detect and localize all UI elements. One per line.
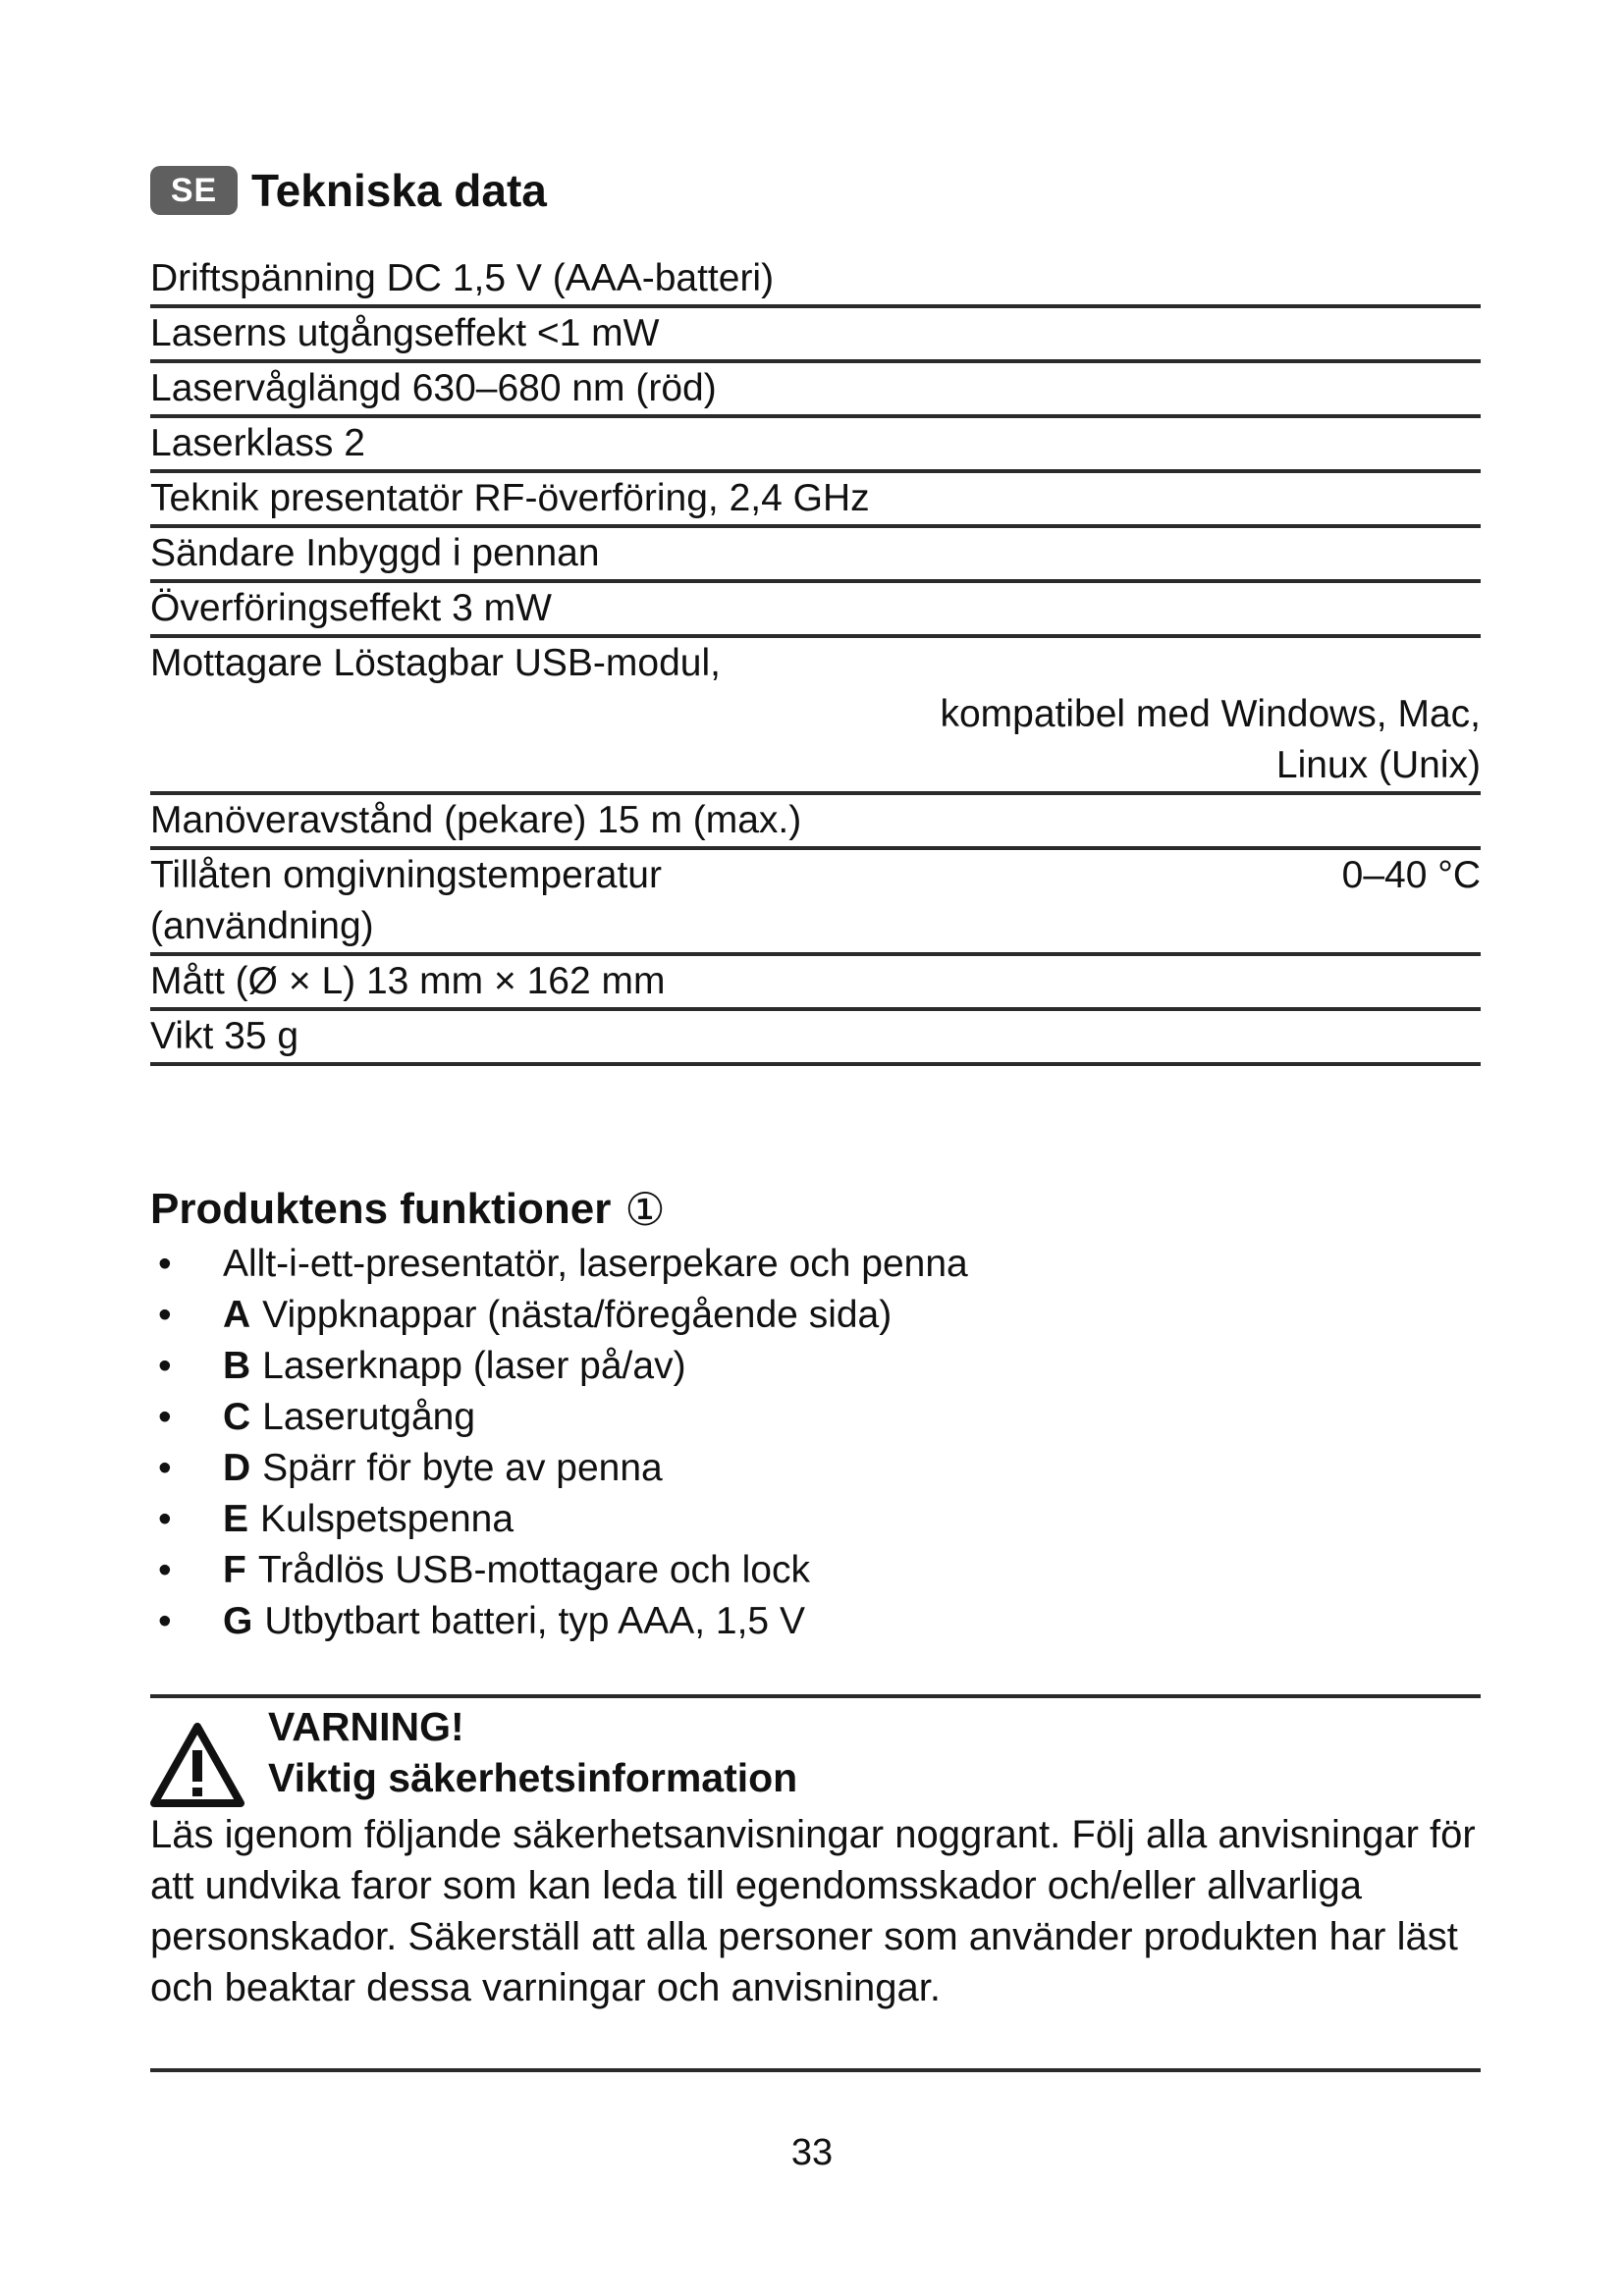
feature-item: [150, 1443, 1427, 1494]
spec-text: Laservåglängd 630–680 nm (röd): [150, 367, 717, 409]
spec-table: [150, 253, 1481, 1066]
features-heading: [150, 1183, 666, 1236]
divider: [150, 1694, 1481, 1698]
feature-text: Vippknappar (nästa/föregående sida): [262, 1294, 893, 1336]
spec-text: Laserklass 2: [150, 422, 365, 464]
warning-title: VARNING!: [268, 1704, 464, 1749]
feature-item: [150, 1239, 1427, 1290]
bullet: •: [158, 1447, 172, 1489]
feature-letter: D: [223, 1447, 251, 1489]
spec-row: [150, 473, 1481, 528]
warning-subtitle: Viktig säkerhetsinformation: [268, 1755, 798, 1800]
feature-text: Utbytbart batteri, typ AAA, 1,5 V: [264, 1600, 805, 1642]
feature-letter: F: [223, 1549, 246, 1591]
spec-row: [150, 308, 1481, 363]
spec-row: [150, 850, 1481, 956]
feature-text: Spärr för byte av penna: [262, 1447, 663, 1489]
spec-row: [150, 363, 1481, 418]
spec-row: [150, 1011, 1481, 1066]
language-badge: SE: [150, 166, 238, 215]
spec-text: Sändare Inbyggd i pennan: [150, 532, 600, 574]
spec-text: Tillåten omgivningstemperatur: [150, 854, 662, 896]
bullet: •: [158, 1600, 172, 1642]
spec-text-continued: kompatibel med Windows, Mac,: [940, 693, 1481, 735]
feature-text: Trådlös USB-mottagare och lock: [257, 1549, 810, 1591]
spec-text: Mottagare Löstagbar USB-modul,: [150, 642, 721, 684]
divider: [150, 2068, 1481, 2072]
feature-letter: C: [223, 1396, 251, 1438]
bullet: •: [158, 1294, 172, 1336]
spec-text: Vikt 35 g: [150, 1015, 299, 1057]
spec-row: [150, 253, 1481, 308]
feature-item: [150, 1341, 1427, 1392]
page-number: 33: [790, 2132, 834, 2173]
feature-letter: B: [223, 1345, 251, 1387]
spec-text: Driftspänning DC 1,5 V (AAA-batteri): [150, 257, 775, 299]
bullet: •: [158, 1345, 172, 1387]
feature-letter: A: [223, 1294, 251, 1336]
bullet: •: [158, 1243, 172, 1285]
warning-text: Läs igenom följande säkerhetsanvisningar noggrant. Följ alla anvisningar för att undvika faror som kan leda till egendomsskador och/eller allvarliga personskador. Säkerställ att alla personer som använder produkten har läst och beaktar dessa varningar och anvisningar.: [150, 1813, 1476, 2009]
feature-item: [150, 1392, 1427, 1443]
spec-text: Överföringseffekt 3 mW: [150, 587, 552, 629]
bullet: •: [158, 1498, 172, 1540]
feature-letter: E: [223, 1498, 249, 1540]
spec-row: [150, 583, 1481, 638]
spec-text: Mått (Ø × L) 13 mm × 162 mm: [150, 960, 666, 1002]
spec-text: Teknik presentatör RF-överföring, 2,4 GHz: [150, 477, 870, 519]
bullet: •: [158, 1396, 172, 1438]
spec-text: Laserns utgångseffekt <1 mW: [150, 312, 660, 354]
feature-text: Allt-i-ett-presentatör, laserpekare och penna: [223, 1243, 968, 1285]
spec-text: (användning): [150, 905, 374, 947]
spec-row: [150, 638, 1481, 795]
feature-item: [150, 1596, 1427, 1647]
feature-text: Laserutgång: [262, 1396, 476, 1438]
features-title: Produktens funktioner: [150, 1185, 612, 1233]
bullet: •: [158, 1549, 172, 1591]
feature-item: [150, 1290, 1427, 1341]
feature-text: Laserknapp (laser på/av): [262, 1345, 686, 1387]
page-title: Tekniska data: [251, 165, 547, 216]
spec-row: [150, 418, 1481, 473]
spec-row: [150, 956, 1481, 1011]
warning-triangle-icon: [150, 1723, 244, 1807]
spec-value: 0–40 °C: [1341, 854, 1481, 896]
warning-heading: [268, 1701, 797, 1803]
feature-item: [150, 1545, 1427, 1596]
spec-row: [150, 528, 1481, 583]
feature-text: Kulspetspenna: [260, 1498, 514, 1540]
spec-text: Manöveravstånd (pekare) 15 m (max.): [150, 799, 802, 841]
feature-letter: G: [223, 1600, 253, 1642]
section-header: [150, 159, 547, 222]
spec-row: [150, 795, 1481, 850]
spec-text-continued: Linux (Unix): [1275, 744, 1481, 786]
features-list: [150, 1239, 1427, 1647]
figure-reference-marker: ①: [624, 1184, 666, 1235]
feature-item: [150, 1494, 1427, 1545]
